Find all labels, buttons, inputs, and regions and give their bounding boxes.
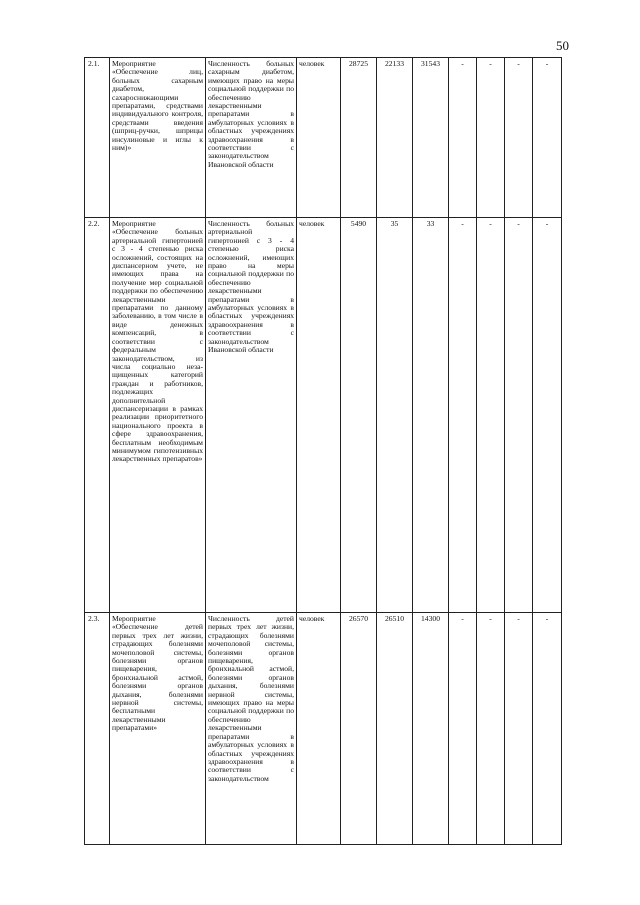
unit-cell: человек — [297, 58, 341, 218]
value-cell: - — [505, 613, 533, 845]
value-cell: 26510 — [377, 613, 413, 845]
event-name: Мероприятие «Обеспечение детей первых трех лет жизни, страдающих болезнями мочеполовой системы, болезнями органов пищеварения, бронхиальной астмой, болезнями органов дыхания, болезнями нервной системы, бесплатными лекарственными препаратами» — [110, 613, 206, 845]
program-table — [84, 57, 562, 845]
table-row — [85, 58, 562, 218]
table-row — [85, 218, 562, 613]
value-cell: - — [477, 58, 505, 218]
value-cell: 28725 — [341, 58, 377, 218]
value-cell: 22133 — [377, 58, 413, 218]
value-cell: - — [449, 218, 477, 613]
unit-cell: человек — [297, 613, 341, 845]
value-cell: - — [505, 218, 533, 613]
indicator-name: Численность больных сахарным диабетом, имеющих право на меры социальной поддержки по обеспечению лекарственными препаратами в амбулаторных условиях в областных учреждениях здравоохранения в соответствии с законодательством Ивановской области — [206, 58, 297, 218]
unit-cell: человек — [297, 218, 341, 613]
value-cell: - — [533, 58, 562, 218]
table-row — [85, 613, 562, 845]
value-cell: - — [477, 218, 505, 613]
value-cell: - — [533, 613, 562, 845]
value-cell: - — [505, 58, 533, 218]
value-cell: - — [477, 613, 505, 845]
value-cell: 14300 — [413, 613, 449, 845]
value-cell: - — [533, 218, 562, 613]
value-cell: 26570 — [341, 613, 377, 845]
row-number: 2.1. — [85, 58, 110, 218]
indicator-name: Численность детей первых трех лет жизни, страдающих болезнями мочеполовой системы, болезнями органов пищеварения, бронхиальной астмой, болезнями органов дыхания, болезнями нервной системы, имеющих право на меры социальной поддержки по обеспечению лекарственными препаратами в амбулаторных условиях в областных учреждениях здравоохранения в соответствии с законодательством — [206, 613, 297, 845]
page-number: 50 — [556, 38, 569, 53]
value-cell: 5490 — [341, 218, 377, 613]
value-cell: 33 — [413, 218, 449, 613]
event-name: Мероприятие «Обеспечение лиц, больных сахарным диабетом, сахароснижающими препаратами, средствами индивидуального контроля, средствами введения (шприц-ручки, шприцы инсулиновые и иглы к ним)» — [110, 58, 206, 218]
value-cell: 31543 — [413, 58, 449, 218]
value-cell: - — [449, 613, 477, 845]
value-cell: 35 — [377, 218, 413, 613]
indicator-name: Численность больных артериальной гипертонией с 3 - 4 степенью риска осложнений, имеющих право на меры социальной поддержки по обеспечению лекарственными препаратами в амбулаторных условиях в областных учреждениях здравоохранения в соответствии с законодательством Ивановской области — [206, 218, 297, 613]
value-cell: - — [449, 58, 477, 218]
row-number: 2.3. — [85, 613, 110, 845]
event-name: Мероприятие «Обеспечение больных артериальной гипертонией с 3 - 4 степенью риска осложнений, состоящих на диспансерном учете, не имеющих права на получение мер социальной поддержки по обеспечению лекарственными препаратами по данному заболеванию, в том числе в виде денежных компенсаций, в соответствии с федеральным законодательством, из числа социально неза-щищенных категорий граждан и работников, подлежащих дополнительной диспансеризации в рамках реализации приоритетного национального проекта в сфере здравоохранения, бесплатным необходимым минимумом гипотензивных лекарственных препаратов» — [110, 218, 206, 613]
row-number: 2.2. — [85, 218, 110, 613]
